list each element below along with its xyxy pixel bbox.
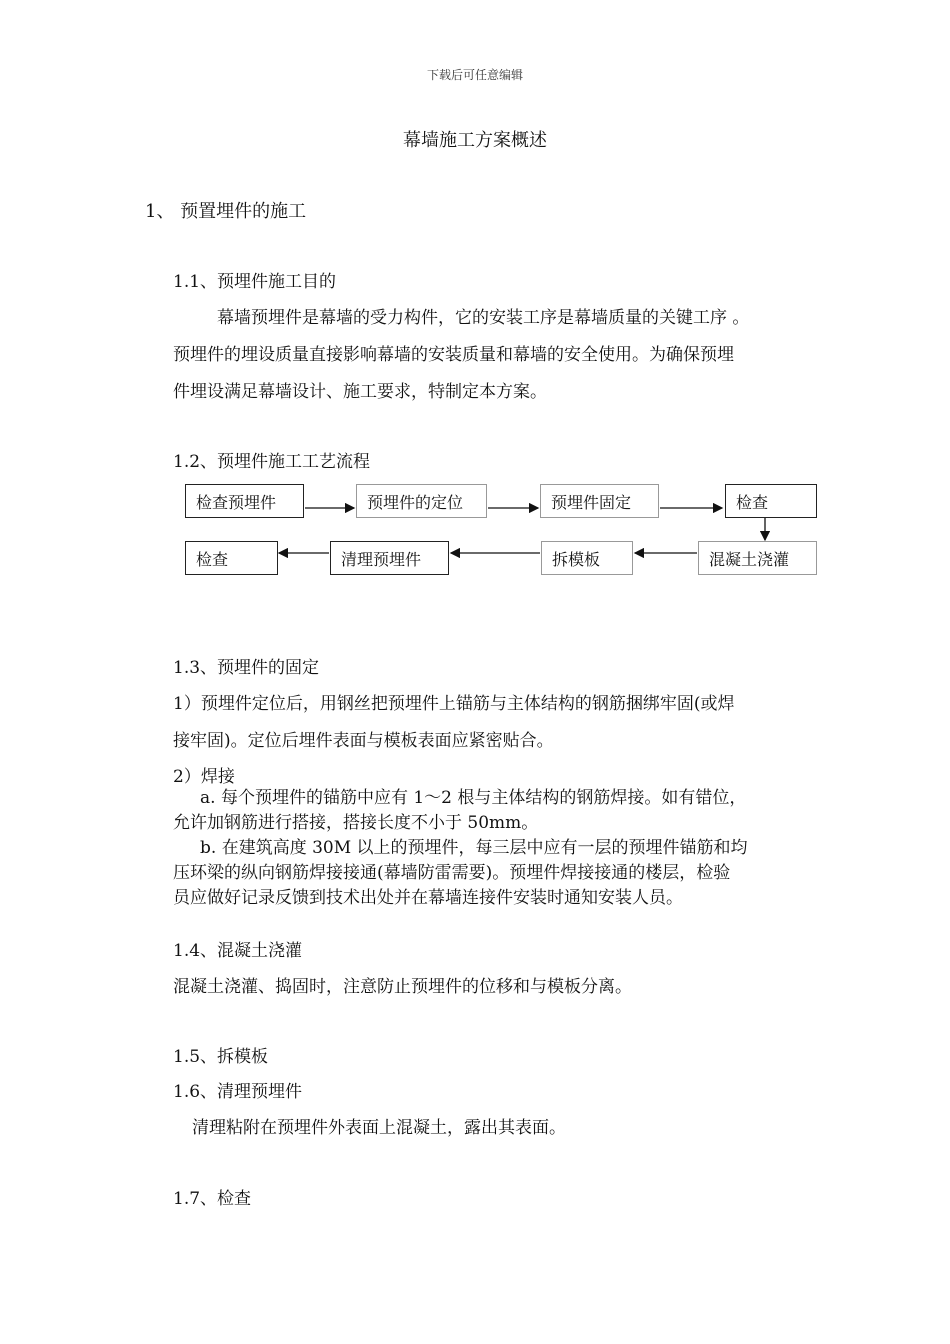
section-1-4-heading: 1.4、混凝土浇灌: [173, 941, 303, 961]
section-1-3-item1-line: 1）预埋件定位后，用钢丝把预埋件上锚筋与主体结构的钢筋捆绑牢固(或焊: [173, 694, 735, 714]
section-1-3-item-b-line: 员应做好记录反馈到技术出处并在幕墙连接件安装时通知安装人员。: [173, 888, 683, 908]
flow-step-clean: 清理预埋件: [330, 541, 449, 575]
section-1-heading: 1、 预置埋件的施工: [145, 201, 307, 222]
section-1-2-heading: 1.2、预埋件施工工艺流程: [173, 452, 371, 472]
flow-step-positioning: 预埋件的定位: [356, 484, 487, 518]
section-1-1-heading: 1.1、预埋件施工目的: [173, 272, 337, 292]
section-1-3-item1-line: 接牢固)。定位后埋件表面与模板表面应紧密贴合。: [173, 731, 554, 751]
flow-step-remove-formwork: 拆模板: [541, 541, 633, 575]
flow-step-fixing: 预埋件固定: [540, 484, 659, 518]
section-1-6-text: 清理粘附在预埋件外表面上混凝土，露出其表面。: [192, 1118, 566, 1138]
header-note: 下载后可任意编辑: [426, 68, 523, 82]
flow-step-pour-concrete: 混凝土浇灌: [698, 541, 817, 575]
flow-step-inspect: 检查: [725, 484, 817, 518]
section-1-3-item-b-line: b. 在建筑高度 30M 以上的预埋件，每三层中应有一层的预埋件锚筋和均: [200, 838, 748, 858]
flow-step-final-check: 检查: [185, 541, 278, 575]
section-1-1-paragraph-line: 预埋件的埋设质量直接影响幕墙的安装质量和幕墙的安全使用。为确保预埋: [173, 345, 734, 365]
section-1-1-paragraph-line: 件埋设满足幕墙设计、施工要求，特制定本方案。: [173, 382, 547, 402]
section-1-3-item2-heading: 2）焊接: [173, 767, 235, 787]
section-1-5-heading: 1.5、拆模板: [173, 1047, 269, 1067]
section-1-7-heading: 1.7、检查: [173, 1189, 252, 1209]
section-1-3-item-a-line: a. 每个预埋件的锚筋中应有 1～2 根与主体结构的钢筋焊接。如有错位，: [200, 788, 747, 808]
section-1-3-item-b-line: 压环梁的纵向钢筋焊接接通(幕墙防雷需要)。预埋件焊接接通的楼层，检验: [173, 863, 731, 883]
flow-step-check-embedded-parts: 检查预埋件: [185, 484, 304, 518]
section-1-4-text: 混凝土浇灌、捣固时，注意防止预埋件的位移和与模板分离。: [173, 977, 632, 997]
document-title: 幕墙施工方案概述: [403, 130, 547, 151]
section-1-3-item-a-line: 允许加钢筋进行搭接，搭接长度不小于 50mm。: [173, 813, 539, 833]
section-1-1-paragraph-line: 幕墙预埋件是幕墙的受力构件，它的安装工序是幕墙质量的关键工序 。: [217, 308, 750, 328]
section-1-6-heading: 1.6、清理预埋件: [173, 1082, 303, 1102]
section-1-3-heading: 1.3、预埋件的固定: [173, 658, 320, 678]
